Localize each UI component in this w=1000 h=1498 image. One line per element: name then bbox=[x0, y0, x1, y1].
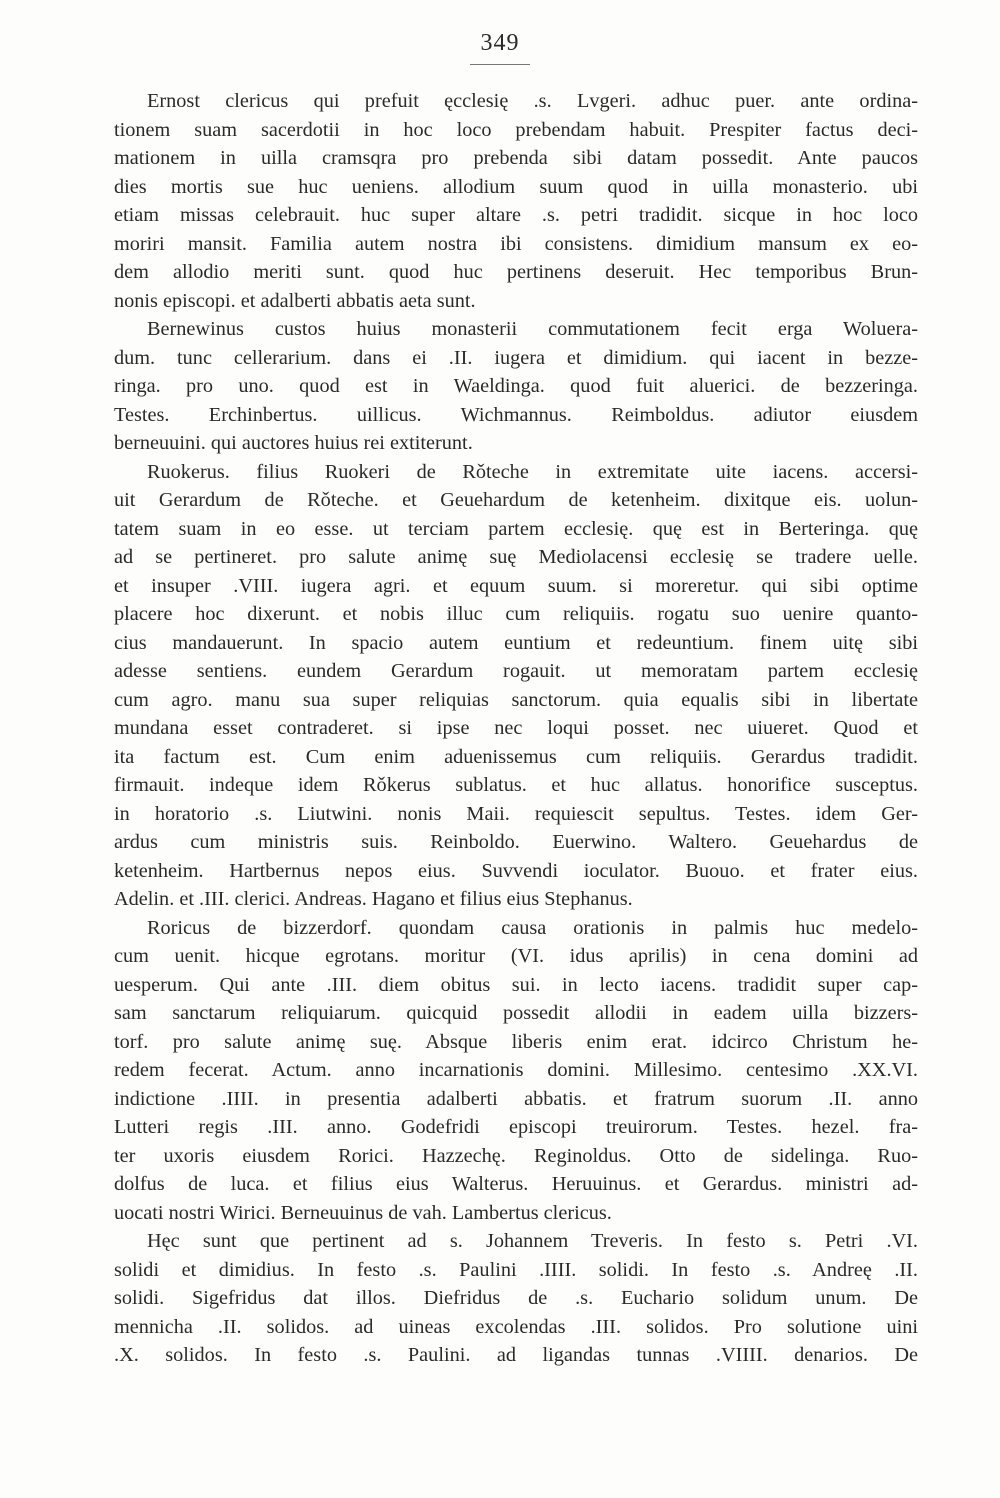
page-number-rule bbox=[470, 64, 530, 65]
text-line: cum agro. manu sua super reliquias sanctorum. quia equalis sibi in libertate bbox=[114, 688, 918, 711]
text-line: Testes. Erchinbertus. uillicus. Wichmannus. Reimboldus. adiutor eiusdem bbox=[114, 403, 918, 426]
text-line: ad se pertineret. pro salute animę suę Mediolacensi ecclesię se tradere uelle. bbox=[114, 546, 918, 568]
text-line: Ernost clericus qui prefuit ęcclesię .s. Lvgeri. adhuc puer. ante ordina- bbox=[147, 90, 918, 112]
text-line: uit Gerardum de Rǒteche. et Geuehardum de ketenheim. dixitque eis. uolun- bbox=[114, 489, 918, 511]
text-line: dum. tunc cellerarium. dans ei .II. iugera et dimidium. qui iacent in bezze- bbox=[114, 346, 918, 369]
text-line: solidi. Sigefridus dat illos. Diefridus de .s. Euchario solidum unum. De bbox=[114, 1287, 918, 1309]
text-line: .X. solidos. In festo .s. Paulini. ad ligandas tunnas .VIIII. denarios. De bbox=[114, 1344, 918, 1366]
text-line: uesperum. Qui ante .III. diem obitus sui. in lecto iacens. tradidit super cap- bbox=[114, 973, 918, 996]
text-line: firmauit. indeque idem Rǒkerus sublatus. et huc allatus. honorifice susceptus. bbox=[114, 774, 918, 796]
text-line: dolfus de luca. et filius eius Walterus. Heruuinus. et Gerardus. ministri ad- bbox=[114, 1173, 918, 1195]
text-line: moriri mansit. Familia autem nostra ibi consistens. dimidium mansum ex eo- bbox=[114, 232, 918, 255]
text-line: in horatorio .s. Liutwini. nonis Maii. requiescit sepultus. Testes. idem Ger- bbox=[114, 802, 918, 825]
text-line: Roricus de bizzerdorf. quondam causa orationis in palmis huc medelo- bbox=[147, 916, 918, 939]
text-line: cum uenit. hicque egrotans. moritur (VI. idus aprilis) in cena domini ad bbox=[114, 945, 918, 967]
text-line: dies mortis sue huc ueniens. allodium suum quod in uilla monasterio. ubi bbox=[114, 175, 918, 198]
text-line: indictione .IIII. in presentia adalberti abbatis. et fratrum suorum .II. anno bbox=[114, 1087, 918, 1110]
text-line: ardus cum ministris suis. Reinboldo. Euerwino. Waltero. Geuehardus de bbox=[114, 831, 918, 853]
text-line: ita factum est. Cum enim aduenissemus cum reliquiis. Gerardus tradidit. bbox=[114, 745, 918, 768]
text-line: Lutteri regis .III. anno. Godefridi episcopi treuirorum. Testes. hezel. fra- bbox=[114, 1116, 918, 1138]
text-line: tionem suam sacerdotii in hoc loco prebendam habuit. Prespiter factus deci- bbox=[114, 118, 918, 141]
text-line: mennicha .II. solidos. ad uineas excolendas .III. solidos. Pro solutione uini bbox=[114, 1315, 918, 1338]
text-line: berneuuini. qui auctores huius rei extiterunt. bbox=[114, 432, 473, 454]
text-line: ter uxoris eiusdem Rorici. Hazzechę. Reginoldus. Otto de sidelinga. Ruo- bbox=[114, 1144, 918, 1167]
text-line: cius mandauerunt. In spacio autem euntium et redeuntium. finem uitę sibi bbox=[114, 631, 918, 654]
text-line: ketenheim. Hartbernus nepos eius. Suvvendi ioculator. Buouo. et frater eius. bbox=[114, 859, 918, 882]
text-line: solidi et dimidius. In festo .s. Paulini .IIII. solidi. In festo .s. Andreę .II. bbox=[114, 1258, 918, 1281]
text-line: et insuper .VIII. iugera agri. et equum suum. si moreretur. qui sibi optime bbox=[114, 574, 918, 597]
page-number: 349 bbox=[480, 30, 520, 56]
text-line: placere hoc dixerunt. et nobis illuc cum reliquiis. rogatu suo uenire quanto- bbox=[114, 603, 918, 625]
text-line: Adelin. et .III. clerici. Andreas. Hagano et filius eius Stephanus. bbox=[114, 888, 633, 910]
text-line: torf. pro salute animę suę. Absque liberis enim erat. idcirco Christum he- bbox=[114, 1030, 918, 1053]
text-line: ringa. pro uno. quod est in Waeldinga. quod fuit aluerici. de bezzeringa. bbox=[114, 375, 918, 397]
body-text bbox=[114, 87, 918, 1370]
text-line: Ruokerus. filius Ruokeri de Rǒteche in extremitate uite iacens. accersi- bbox=[147, 460, 918, 483]
text-line: Bernewinus custos huius monasterii commutationem fecit erga Woluera- bbox=[147, 318, 918, 340]
text-line: uocati nostri Wirici. Berneuuinus de vah. Lambertus clericus. bbox=[114, 1201, 612, 1224]
text-line: dem allodio meriti sunt. quod huc pertinens deseruit. Hec temporibus Brun- bbox=[114, 261, 918, 283]
text-line: nonis episcopi. et adalberti abbatis aeta sunt. bbox=[114, 289, 476, 312]
text-line: mundana esset contraderet. si ipse nec loqui posset. nec uiueret. Quod et bbox=[114, 717, 918, 739]
text-line: etiam missas celebrauit. huc super altare .s. petri tradidit. sicque in hoc loco bbox=[114, 204, 918, 226]
text-line: Hęc sunt que pertinent ad s. Johannem Treveris. In festo s. Petri .VI. bbox=[147, 1230, 918, 1252]
text-line: mationem in uilla cramsqra pro prebenda sibi datam possedit. Ante paucos bbox=[114, 147, 918, 169]
text-line: tatem suam in eo esse. ut terciam partem ecclesię. quę est in Berteringa. quę bbox=[114, 517, 918, 540]
text-line: sam sanctarum reliquiarum. quicquid possedit allodii in eadem uilla bizzers- bbox=[114, 1002, 918, 1024]
text-line: redem fecerat. Actum. anno incarnationis domini. Millesimo. centesimo .XX.VI. bbox=[114, 1059, 918, 1081]
text-line: adesse sentiens. eundem Gerardum rogauit. ut memoratam partem ecclesię bbox=[114, 660, 918, 682]
